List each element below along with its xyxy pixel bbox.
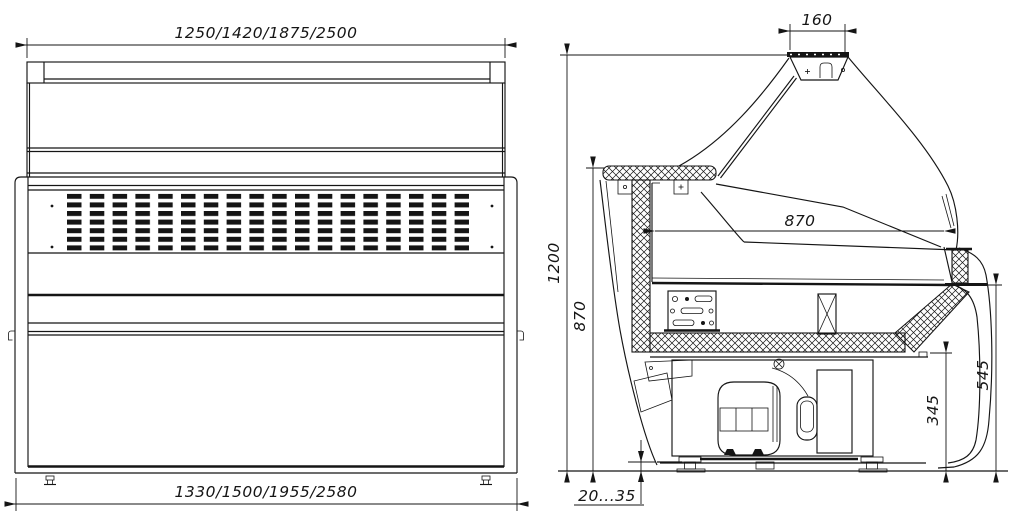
dim-label-canopy-width: 160 <box>801 11 833 29</box>
front-deck-insulation <box>895 284 969 352</box>
dim-canopy-width <box>781 11 854 56</box>
dim-shelf-depth <box>655 212 944 231</box>
screw-dot <box>51 205 54 208</box>
perforated-bracket <box>664 291 720 331</box>
dim-label-worktop-height: 870 <box>571 300 589 332</box>
side-trim-left <box>9 331 16 340</box>
back-wall <box>600 58 797 465</box>
dim-label-front-height: 545 <box>974 359 992 391</box>
dim-label-shelf-depth: 870 <box>784 212 816 230</box>
dim-label-overall-height: 1200 <box>545 242 563 284</box>
dim-label-bottom-width: 1330/1500/1955/2580 <box>174 483 358 501</box>
dim-front-height <box>974 285 1002 471</box>
dim-base-height <box>924 353 952 471</box>
condenser-unit <box>817 370 852 453</box>
back-column-insulation <box>632 180 650 352</box>
receiver <box>772 359 817 440</box>
dim-top-width <box>20 24 512 58</box>
screw-dot <box>491 205 494 208</box>
compressor <box>718 382 780 455</box>
support-bracket <box>645 360 692 381</box>
insulation <box>603 166 969 352</box>
dim-label-foot-adjustment: 20...35 <box>578 487 636 505</box>
dim-foot-adjustment <box>574 440 656 505</box>
dim-bottom-width <box>10 478 523 511</box>
dim-overall-height <box>545 55 787 471</box>
front-view <box>9 24 524 511</box>
machine-compartment <box>634 352 928 463</box>
beam-section <box>818 294 836 334</box>
side-view <box>545 11 1008 505</box>
canopy-hangers <box>618 180 688 194</box>
dim-label-top-width: 1250/1420/1875/2500 <box>174 24 358 42</box>
lamp-canopy <box>787 52 849 80</box>
screw-dot <box>51 246 54 249</box>
deck-insulation <box>650 333 905 352</box>
front-glass <box>27 83 505 177</box>
top-rail <box>27 62 505 83</box>
canopy-insulation <box>603 166 716 180</box>
dim-label-base-height: 345 <box>924 394 942 426</box>
side-trim-right <box>517 331 524 340</box>
front-pillar-insulation <box>952 250 968 283</box>
screw-dot <box>491 246 494 249</box>
curved-glass <box>848 57 958 250</box>
display-deck <box>652 183 987 285</box>
dim-worktop-height <box>571 168 604 471</box>
ventilation-grille <box>51 194 494 251</box>
